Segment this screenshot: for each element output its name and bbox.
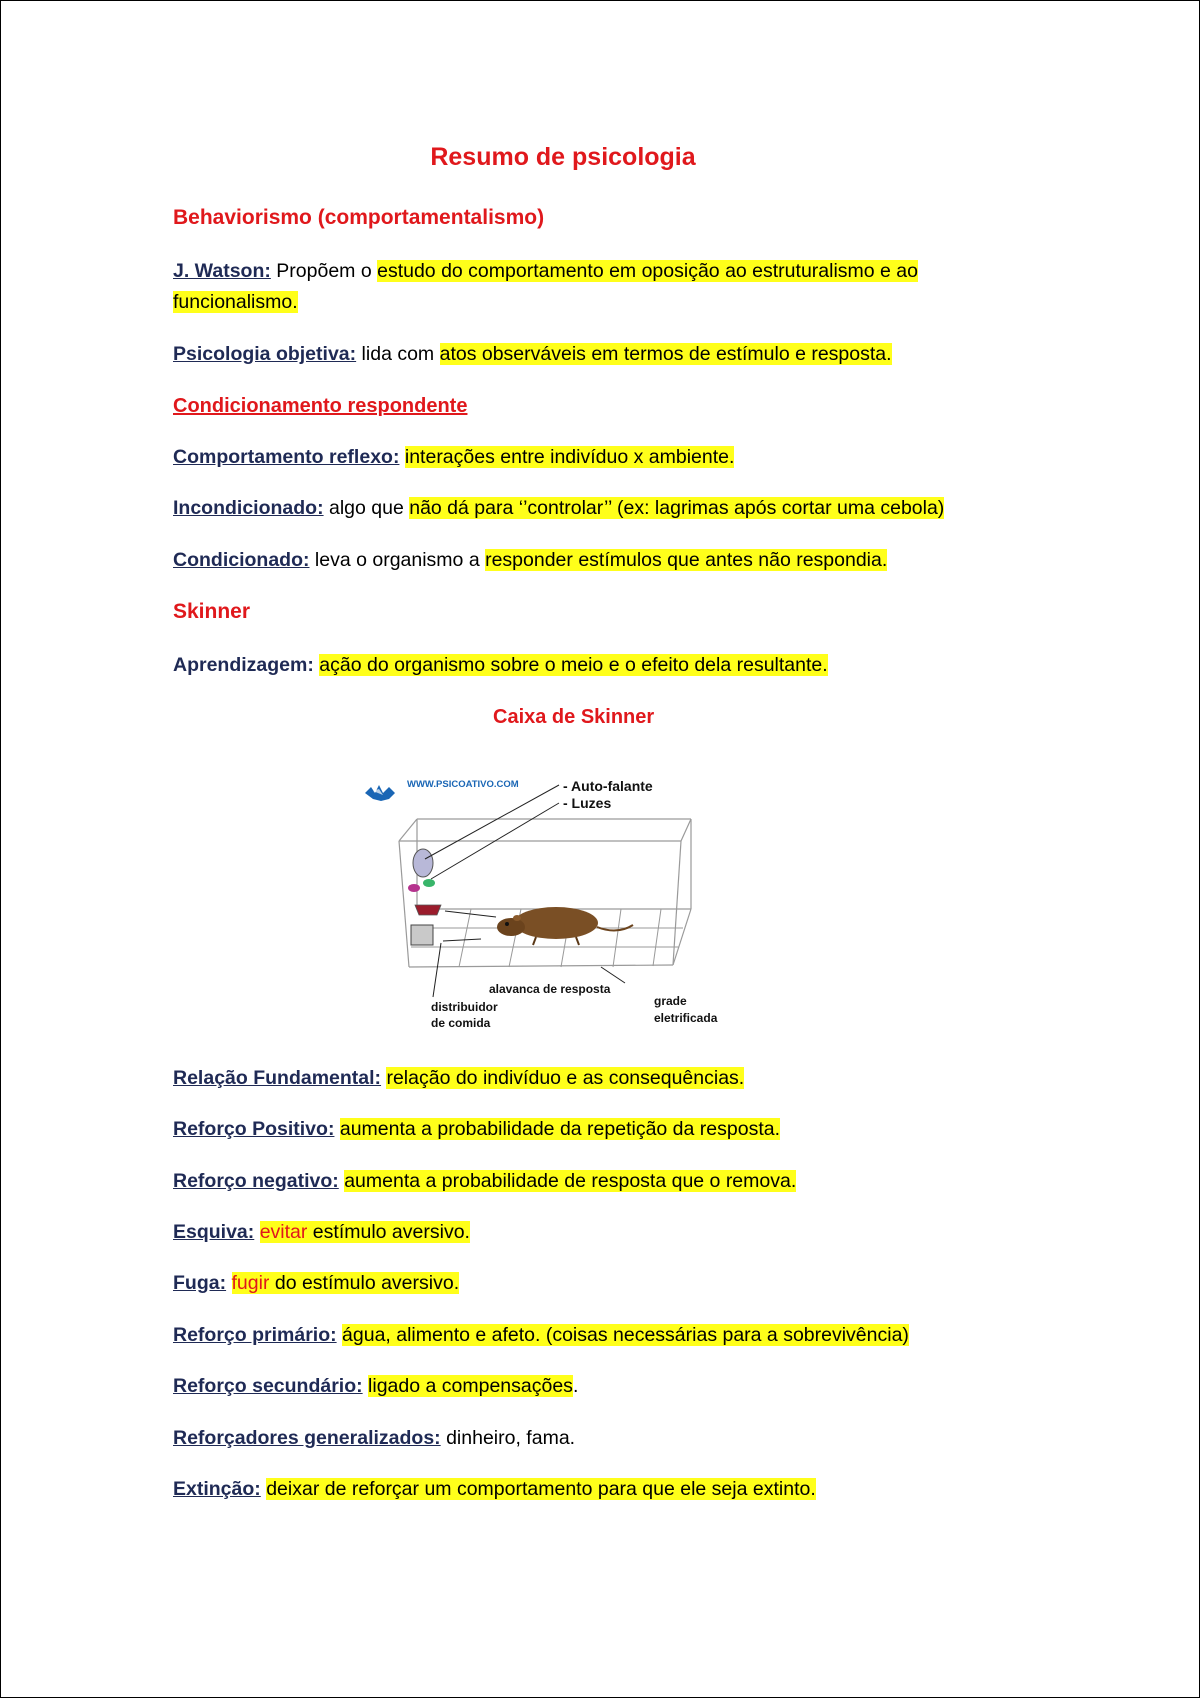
- paragraph-reforco-positivo: [173, 1115, 780, 1143]
- highlight-esquiva-red: evitar: [259, 1221, 308, 1243]
- paragraph-fuga: [173, 1269, 459, 1297]
- text-psicologia-objetiva-pre: lida com: [356, 343, 440, 365]
- term-relacao-fundamental: Relação Fundamental:: [173, 1067, 382, 1089]
- term-esquiva: Esquiva:: [173, 1221, 255, 1243]
- label-grade-2: eletrificada: [654, 1011, 718, 1025]
- highlight-reforco-negativo: aumenta a probabilidade de resposta que o remova.: [344, 1170, 797, 1192]
- paragraph-psicologia-objetiva: [173, 340, 892, 368]
- paragraph-watson: [173, 257, 918, 285]
- label-distribuidor-1: distribuidor: [431, 1000, 498, 1014]
- paragraph-reforco-secundario: [173, 1372, 578, 1400]
- term-fuga: Fuga:: [173, 1272, 227, 1294]
- paragraph-relacao-fundamental: [173, 1064, 744, 1092]
- response-lever-icon: [415, 905, 441, 915]
- food-dispenser-icon: [411, 925, 433, 945]
- term-condicionado: Condicionado:: [173, 549, 310, 571]
- highlight-fuga: do estímulo aversivo.: [269, 1272, 460, 1294]
- paragraph-extincao: [173, 1475, 816, 1503]
- highlight-reforco-positivo: aumenta a probabilidade da repetição da resposta.: [339, 1118, 780, 1140]
- text-incondicionado-pre: algo que: [323, 497, 410, 519]
- highlight-relacao-fundamental: relação do indivíduo e as consequências.: [386, 1067, 745, 1089]
- text-reforcadores-generalizados-pre: dinheiro, fama.: [440, 1427, 576, 1449]
- term-reforco-negativo: Reforço negativo:: [173, 1170, 339, 1192]
- text-esquiva-pre: [254, 1221, 259, 1243]
- rat-icon: [497, 907, 633, 945]
- text-reforco-secundario-post: .: [572, 1375, 579, 1397]
- term-reforco-primario: Reforço primário:: [173, 1324, 337, 1346]
- highlight-esquiva: estímulo aversivo.: [307, 1221, 470, 1243]
- label-auto-falante: - Auto-falante: [563, 778, 653, 794]
- term-incondicionado: Incondicionado:: [173, 497, 324, 519]
- term-psicologia-objetiva: Psicologia objetiva:: [173, 343, 357, 365]
- figure-watermark: WWW.PSICOATIVO.COM: [407, 779, 519, 790]
- highlight-watson-2: funcionalismo.: [173, 291, 298, 313]
- heading-skinner: Skinner: [173, 600, 251, 623]
- paragraph-watson-cont: [173, 288, 298, 316]
- term-extincao: Extinção:: [173, 1478, 261, 1500]
- highlight-incondicionado: não dá para ‘’controlar’’ (ex: lagrimas após cortar uma cebola): [409, 497, 945, 519]
- term-reforcadores-generalizados: Reforçadores generalizados:: [173, 1427, 441, 1449]
- text-watson-pre: Propõem o: [270, 260, 378, 282]
- highlight-comportamento-reflexo: interações entre indivíduo x ambiente.: [404, 446, 735, 468]
- paragraph-reforco-negativo: [173, 1167, 796, 1195]
- paragraph-reforcadores-generalizados: [173, 1424, 575, 1452]
- box-wireframe: [399, 819, 691, 967]
- paragraph-reforco-primario: [173, 1321, 909, 1349]
- text-condicionado-pre: leva o organismo a: [309, 549, 486, 571]
- heading-caixa-skinner: Caixa de Skinner: [493, 706, 655, 728]
- paragraph-comportamento-reflexo: [173, 443, 734, 471]
- term-comportamento-reflexo: Comportamento reflexo:: [173, 446, 400, 468]
- term-watson: J. Watson:: [173, 260, 271, 282]
- page-title: Resumo de psicologia: [430, 143, 696, 171]
- label-alavanca: alavanca de resposta: [489, 982, 611, 996]
- term-reforco-secundario: Reforço secundário:: [173, 1375, 363, 1397]
- term-aprendizagem: Aprendizagem:: [173, 654, 314, 676]
- heading-condicionamento: Condicionamento respondente: [173, 395, 468, 417]
- light-green-icon: [423, 879, 435, 887]
- highlight-fuga-red: fugir: [231, 1272, 270, 1294]
- term-reforco-positivo: Reforço Positivo:: [173, 1118, 335, 1140]
- skinner-box-figure: [361, 771, 741, 1041]
- highlight-extincao: deixar de reforçar um comportamento para que ele seja extinto.: [266, 1478, 816, 1500]
- highlight-watson-1: estudo do comportamento em oposição ao estruturalismo e ao: [377, 260, 918, 282]
- paragraph-condicionado: [173, 546, 887, 574]
- speaker-icon: [413, 849, 433, 877]
- label-distribuidor-2: de comida: [431, 1016, 491, 1030]
- psicoativo-logo-icon: [365, 785, 395, 801]
- paragraph-incondicionado: [173, 494, 944, 522]
- light-red-icon: [408, 884, 420, 892]
- label-luzes: - Luzes: [563, 795, 612, 811]
- highlight-condicionado: responder estímulos que antes não respondia.: [485, 549, 888, 571]
- highlight-reforco-secundario: ligado a compensações: [368, 1375, 573, 1397]
- heading-behaviorismo: Behaviorismo (comportamentalismo): [173, 206, 545, 229]
- highlight-reforco-primario: água, alimento e afeto. (coisas necessárias para a sobrevivência): [342, 1324, 909, 1346]
- paragraph-aprendizagem: [173, 651, 828, 679]
- text-fuga-pre: [226, 1272, 231, 1294]
- highlight-aprendizagem: ação do organismo sobre o meio e o efeito dela resultante.: [319, 654, 828, 676]
- paragraph-esquiva: [173, 1218, 470, 1246]
- highlight-psicologia-objetiva: atos observáveis em termos de estímulo e resposta.: [439, 343, 892, 365]
- label-grade-1: grade: [654, 994, 687, 1008]
